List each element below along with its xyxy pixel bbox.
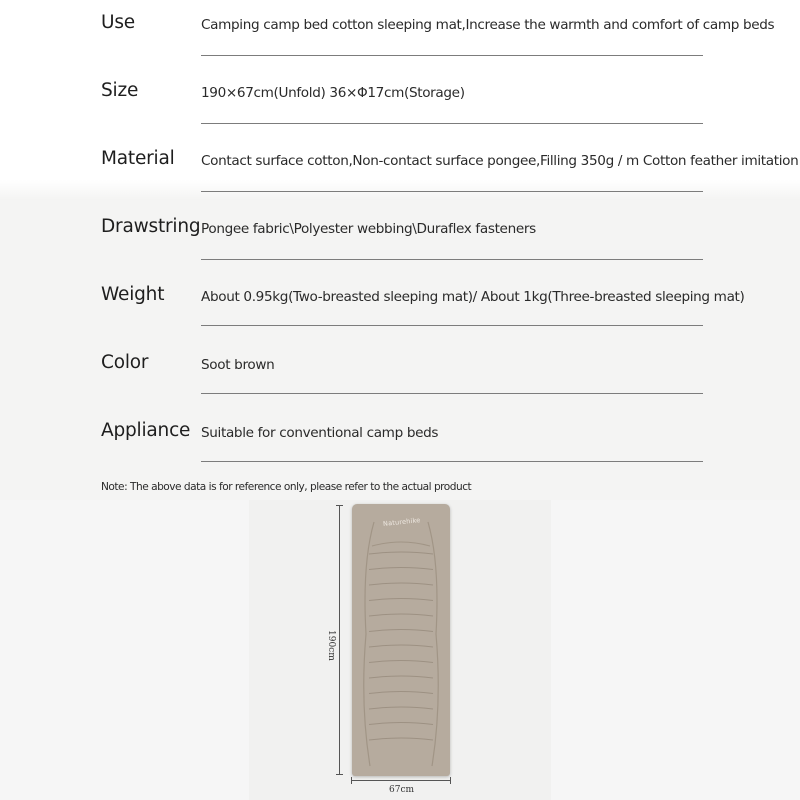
spec-row-material <box>0 136 800 204</box>
width-dimension-label: 67cm <box>389 785 415 795</box>
spec-divider <box>201 325 703 326</box>
spec-label: Material <box>101 148 175 169</box>
spec-row-appliance <box>0 408 800 476</box>
spec-value: Suitable for conventional camp beds <box>201 425 439 441</box>
sleeping-mat-image <box>352 504 450 776</box>
quilt-seam <box>369 723 433 725</box>
quilt-seam <box>369 599 433 601</box>
spec-label: Weight <box>101 284 165 305</box>
quilt-seam <box>369 661 433 663</box>
height-dimension-line <box>339 505 340 775</box>
product-photo <box>0 500 800 800</box>
quilt-seam <box>369 707 433 709</box>
spec-row-weight <box>0 272 800 340</box>
spec-value: Soot brown <box>201 357 275 373</box>
spec-row-drawstring <box>0 204 800 272</box>
spec-value: Camping camp bed cotton sleeping mat,Increase the warmth and comfort of camp beds <box>201 17 775 33</box>
quilt-seam <box>369 552 433 554</box>
spec-value: 190×67cm(Unfold) 36×Φ17cm(Storage) <box>201 85 465 101</box>
pillow-seam <box>372 542 430 546</box>
spec-value: Contact surface cotton,Non-contact surface pongee,Filling 350g / m Cotton feather imitation <box>201 153 799 169</box>
spec-divider <box>201 393 703 394</box>
spec-value: About 0.95kg(Two-breasted sleeping mat)/ About 1kg(Three-breasted sleeping mat) <box>201 289 745 305</box>
spec-label: Appliance <box>101 420 191 441</box>
spec-row-color <box>0 340 800 408</box>
width-dimension-line <box>351 780 451 781</box>
spec-label: Color <box>101 352 149 373</box>
spec-divider <box>201 259 703 260</box>
quilt-seam <box>369 614 433 616</box>
spec-label: Size <box>101 80 139 101</box>
height-dimension-label: 190cm <box>326 630 336 661</box>
spec-label: Drawstring <box>101 216 201 237</box>
spec-row-use <box>0 0 800 68</box>
spec-value: Pongee fabric\Polyester webbing\Duraflex fasteners <box>201 221 536 237</box>
spec-divider <box>201 461 703 462</box>
quilt-seam <box>369 645 433 647</box>
disclaimer-note: Note: The above data is for reference only, please refer to the actual product <box>101 481 472 493</box>
quilt-seam <box>369 568 433 570</box>
spec-label: Use <box>101 12 135 33</box>
quilt-seam <box>369 583 433 585</box>
quilt-seam <box>369 676 433 678</box>
spec-divider <box>201 123 703 124</box>
spec-row-size <box>0 68 800 136</box>
quilt-seam <box>369 738 433 740</box>
spec-divider <box>201 191 703 192</box>
spec-divider <box>201 55 703 56</box>
brand-logo: Naturehike <box>382 516 421 528</box>
quilt-seam <box>369 630 433 632</box>
mat-quilting-graphic <box>352 504 450 776</box>
quilt-seam <box>369 692 433 694</box>
